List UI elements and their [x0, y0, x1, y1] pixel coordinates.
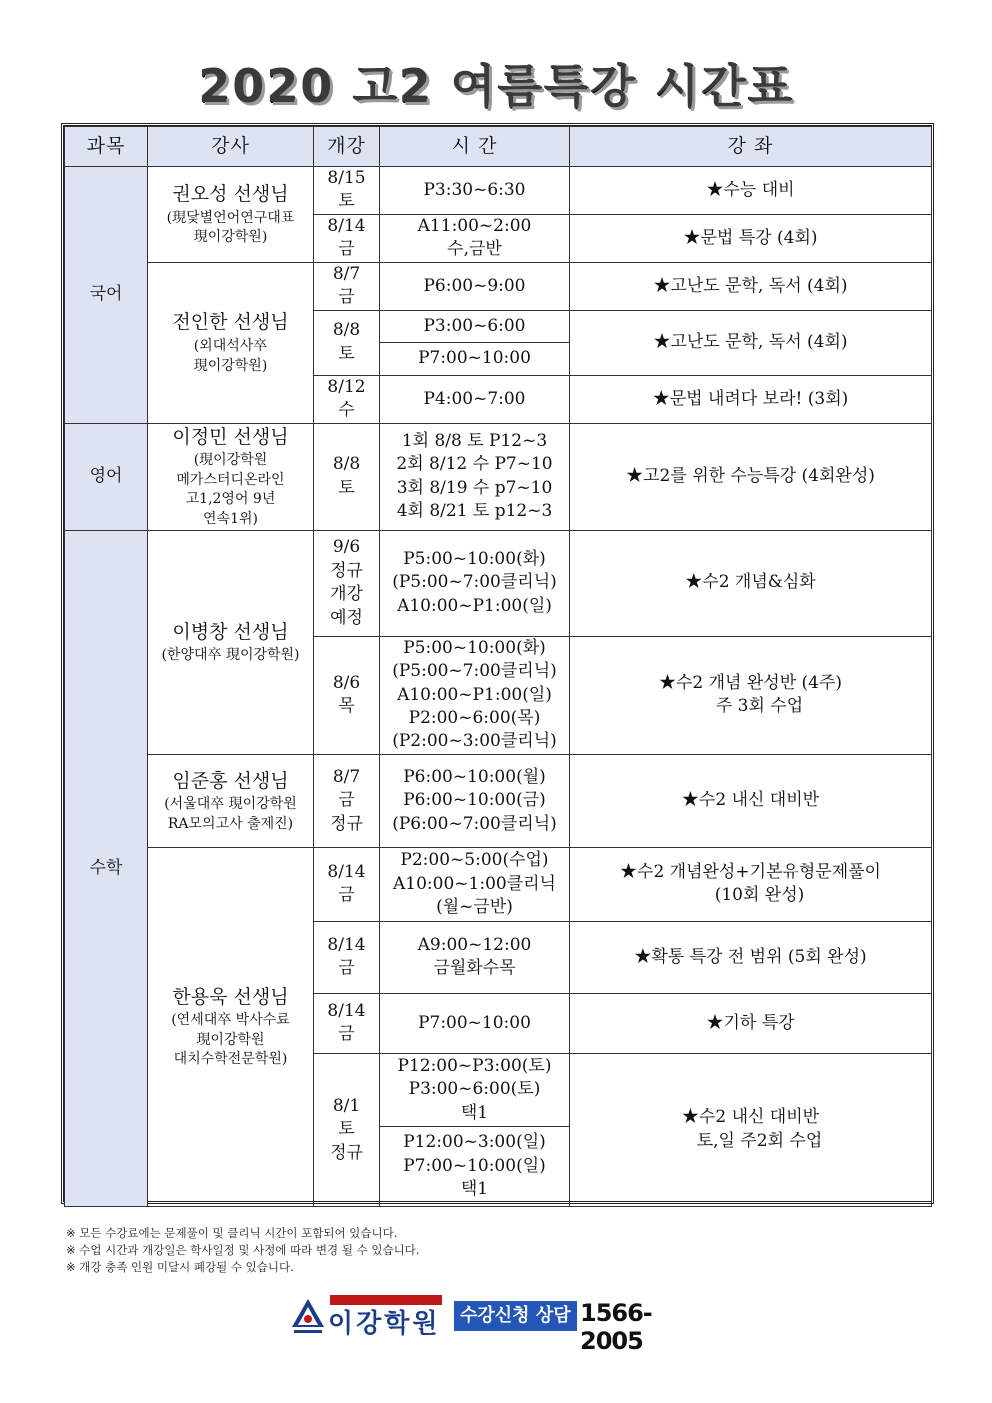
teacher-lim: 임준홍 선생님 (서울대卒 現이강학원 RA모의고사 출제진) — [148, 754, 314, 847]
course-cell: ★수능 대비 — [570, 167, 932, 215]
table-row — [65, 262, 932, 310]
phone-number: 1566-2005 — [580, 1299, 652, 1355]
open-date: 8/7 금 — [314, 262, 380, 310]
course-cell: ★고2를 위한 수능특강 (4회완성) — [570, 423, 932, 530]
open-date: 8/14 금 — [314, 214, 380, 262]
page-title: 2020 고2 여름특강 시간표 — [198, 59, 794, 113]
open-date: 8/14 금 — [314, 993, 380, 1053]
note-line: ※ 개강 충족 인원 미달시 폐강될 수 있습니다. — [66, 1260, 294, 1274]
open-date: 9/6 정규 개강 예정 — [314, 530, 380, 636]
course-cell: ★수2 개념 완성반 (4주) 주 3회 수업 — [570, 636, 932, 754]
note-line: ※ 모든 수강료에는 문제풀이 및 클리닉 시간이 포함되어 있습니다. — [66, 1226, 398, 1240]
teacher-name: 이병창 선생님 — [172, 620, 289, 643]
teacher-name: 임준홍 선생님 — [172, 769, 289, 792]
time-cell: A9:00~12:00 금월화수목 — [380, 921, 570, 993]
open-date: 8/1 토 정규 — [314, 1053, 380, 1206]
table-row — [65, 530, 932, 636]
note-line: ※ 수업 시간과 개강일은 학사일정 및 사정에 따라 변경 될 수 있습니다. — [66, 1243, 420, 1257]
course-cell: ★문법 특강 (4회) — [570, 214, 932, 262]
course-cell: ★확통 특강 전 범위 (5회 완성) — [570, 921, 932, 993]
teacher-kwon: 권오성 선생님 (現닻별언어연구대표 現이강학원) — [148, 167, 314, 263]
subject-english: 영어 — [65, 423, 148, 530]
course-cell: ★수2 개념&심화 — [570, 530, 932, 636]
header-teacher: 강사 — [148, 127, 314, 167]
course-cell: ★수2 내신 대비반 토,일 주2회 수업 — [570, 1053, 932, 1206]
time-cell: A11:00~2:00 수,금반 — [380, 214, 570, 262]
footer — [290, 1295, 710, 1355]
teacher-name: 전인한 선생님 — [172, 311, 289, 334]
teacher-lee-bc: 이병창 선생님 (한양대卒 現이강학원) — [148, 530, 314, 754]
header-subject: 과목 — [65, 127, 148, 167]
table-row — [65, 423, 932, 530]
time-cell: P7:00~10:00 — [380, 993, 570, 1053]
table-row — [65, 847, 932, 921]
academy-logo-icon — [290, 1297, 326, 1337]
time-cell: P12:00~P3:00(토) P3:00~6:00(토) 택1 — [380, 1053, 570, 1126]
open-date: 8/12 수 — [314, 375, 380, 423]
time-cell: P12:00~3:00(일) P7:00~10:00(일) 택1 — [380, 1126, 570, 1206]
open-date: 8/14 금 — [314, 847, 380, 921]
time-cell: P5:00~10:00(화) (P5:00~7:00클리닉) A10:00~P1:00(일) — [380, 530, 570, 636]
enroll-consult-label: 수강신청 상담 — [454, 1301, 577, 1331]
open-date: 8/15 토 — [314, 167, 380, 215]
time-cell: P5:00~10:00(화) (P5:00~7:00클리닉) A10:00~P1:00(일) P2:00~6:00(목) (P2:00~3:00클리닉) — [380, 636, 570, 754]
course-cell: ★기하 특강 — [570, 993, 932, 1053]
table-row — [65, 167, 932, 215]
notes — [66, 1225, 419, 1276]
header-time: 시 간 — [380, 127, 570, 167]
teacher-name: 권오성 선생님 — [172, 183, 289, 206]
course-cell: ★고난도 문학, 독서 (4회) — [570, 262, 932, 310]
teacher-jeon: 전인한 선생님 (외대석사卒 現이강학원) — [148, 262, 314, 423]
course-cell: ★문법 내려다 보라! (3회) — [570, 375, 932, 423]
subject-math: 수학 — [65, 530, 148, 1206]
course-cell: ★수2 내신 대비반 — [570, 754, 932, 847]
time-cell: 1회 8/8 토 P12~3 2회 8/12 수 P7~10 3회 8/19 수 p7~10 4회 8/21 토 p12~3 — [380, 423, 570, 530]
open-date: 8/7 금 정규 — [314, 754, 380, 847]
teacher-lee-jm: 이정민 선생님 (現이강학원 메가스터디온라인 고1,2영어 9년 연속1위) — [148, 423, 314, 530]
time-cell: P6:00~10:00(월) P6:00~10:00(금) (P6:00~7:00클리닉) — [380, 754, 570, 847]
academy-name: 이강학원 — [328, 1309, 441, 1339]
teacher-han: 한용욱 선생님 (연세대卒 박사수료 現이강학원 대치수학전문학원) — [148, 847, 314, 1206]
open-date: 8/14 금 — [314, 921, 380, 993]
course-cell: ★수2 개념완성+기본유형문제풀이 (10회 완성) — [570, 847, 932, 921]
teacher-name: 한용욱 선생님 — [172, 985, 289, 1008]
open-date: 8/6 목 — [314, 636, 380, 754]
time-cell: P3:00~6:00 — [380, 310, 570, 342]
subject-korean: 국어 — [65, 167, 148, 424]
open-date: 8/8 토 — [314, 423, 380, 530]
header-course: 강 좌 — [570, 127, 932, 167]
open-date: 8/8 토 — [314, 310, 380, 375]
time-cell: P2:00~5:00(수업) A10:00~1:00클리닉 (월~금반) — [380, 847, 570, 921]
time-cell: P4:00~7:00 — [380, 375, 570, 423]
time-cell: P6:00~9:00 — [380, 262, 570, 310]
header-open: 개강 — [314, 127, 380, 167]
teacher-name: 이정민 선생님 — [172, 425, 289, 448]
table-row — [65, 754, 932, 847]
course-cell: ★고난도 문학, 독서 (4회) — [570, 310, 932, 375]
header-row — [65, 127, 932, 167]
time-cell: P7:00~10:00 — [380, 342, 570, 375]
time-cell: P3:30~6:30 — [380, 167, 570, 215]
schedule-table — [64, 126, 932, 1207]
